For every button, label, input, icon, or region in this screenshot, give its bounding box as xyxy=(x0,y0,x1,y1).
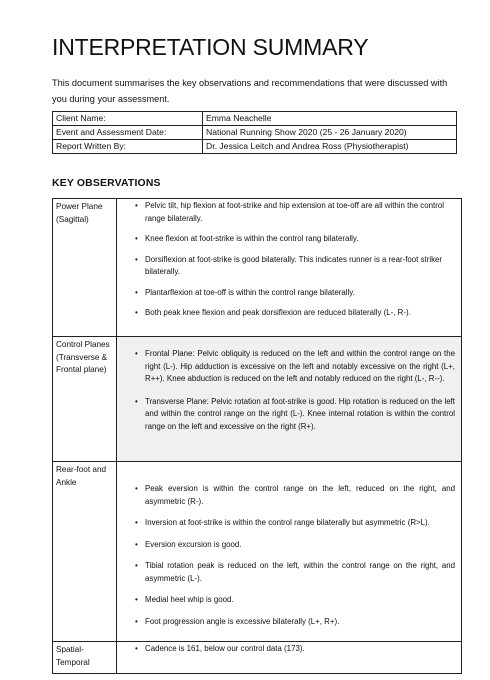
list-item: • Dorsiflexion at foot-strike is good bilaterally. This indicates runner is a rear-foot striker bilaterally. xyxy=(117,254,461,279)
event-date-value: National Running Show 2020 (25 - 26 January 2020) xyxy=(203,126,457,140)
observation-list xyxy=(117,337,461,433)
observation-row-power-plane xyxy=(53,199,462,337)
observations-table xyxy=(52,198,462,674)
observation-row-control-planes xyxy=(53,337,462,462)
report-author-label: Report Written By: xyxy=(53,140,203,154)
observation-list xyxy=(117,462,461,628)
client-name-value: Emma Neachelle xyxy=(203,112,457,126)
list-item: • Tibial rotation peak is reduced on the left, within the control range on the right, and asymmetric (L-). xyxy=(117,560,461,585)
list-item: • Peak eversion is within the control range on the left, reduced on the right, and asymmetric (R-). xyxy=(117,483,461,508)
key-observations-heading: KEY OBSERVATIONS xyxy=(52,178,161,189)
category-cell: Power Plane (Sagittal) xyxy=(53,199,117,337)
list-item: • Cadence is 161, below our control data (173). xyxy=(117,643,461,656)
table-row xyxy=(53,140,457,154)
category-cell: Control Planes (Transverse & Frontal plane) xyxy=(53,337,117,462)
observation-row-spatial-temporal xyxy=(53,642,462,674)
list-item: • Transverse Plane: Pelvic rotation at foot-strike is good. Hip rotation is reduced on the left and within the control range on the right (L-). Knee internal rotation is within the control range on the left and excessive on the right (R+). xyxy=(117,396,461,434)
table-row xyxy=(53,126,457,140)
client-info-table xyxy=(52,111,457,154)
list-item: • Plantarflexion at toe-off is within the control range bilaterally. xyxy=(117,287,461,300)
category-cell: Spatial-Temporal xyxy=(53,642,117,674)
list-item: • Both peak knee flexion and peak dorsiflexion are reduced bilaterally (L-, R-). xyxy=(117,307,461,320)
list-item: • Eversion excursion is good. xyxy=(117,539,461,552)
list-item: • Medial heel whip is good. xyxy=(117,594,461,607)
page-title: INTERPRETATION SUMMARY xyxy=(52,34,369,60)
list-item: • Inversion at foot-strike is within the control range bilaterally but asymmetric (R>L). xyxy=(117,517,461,530)
observation-row-rear-foot xyxy=(53,462,462,642)
observation-list xyxy=(117,642,461,656)
list-item: • Frontal Plane: Pelvic obliquity is reduced on the left and within the control range on the right (L-). Hip adduction is excessive on the left and notably excessive on the right (L+, R++). Knee abduction is reduced on the left and notably reduced on the right (L-, R--). xyxy=(117,348,461,386)
report-author-value: Dr. Jessica Leitch and Andrea Ross (Physiotherapist) xyxy=(203,140,457,154)
event-date-label: Event and Assessment Date: xyxy=(53,126,203,140)
items-cell xyxy=(117,462,462,642)
list-item: • Foot progression angle is excessive bilaterally (L+, R+). xyxy=(117,616,461,629)
table-row xyxy=(53,112,457,126)
category-cell: Rear-foot and Ankle xyxy=(53,462,117,642)
observation-list xyxy=(117,199,461,320)
list-item: • Knee flexion at foot-strike is within the control rang bilaterally. xyxy=(117,233,461,246)
intro-paragraph: This document summarises the key observations and recommendations that were discussed with you during your assessment. xyxy=(52,78,448,104)
items-cell xyxy=(117,199,462,337)
client-name-label: Client Name: xyxy=(53,112,203,126)
list-item: • Pelvic tilt, hip flexion at foot-strike and hip extension at toe-off are all within the control range bilaterally. xyxy=(117,200,461,225)
items-cell xyxy=(117,642,462,674)
items-cell xyxy=(117,337,462,462)
